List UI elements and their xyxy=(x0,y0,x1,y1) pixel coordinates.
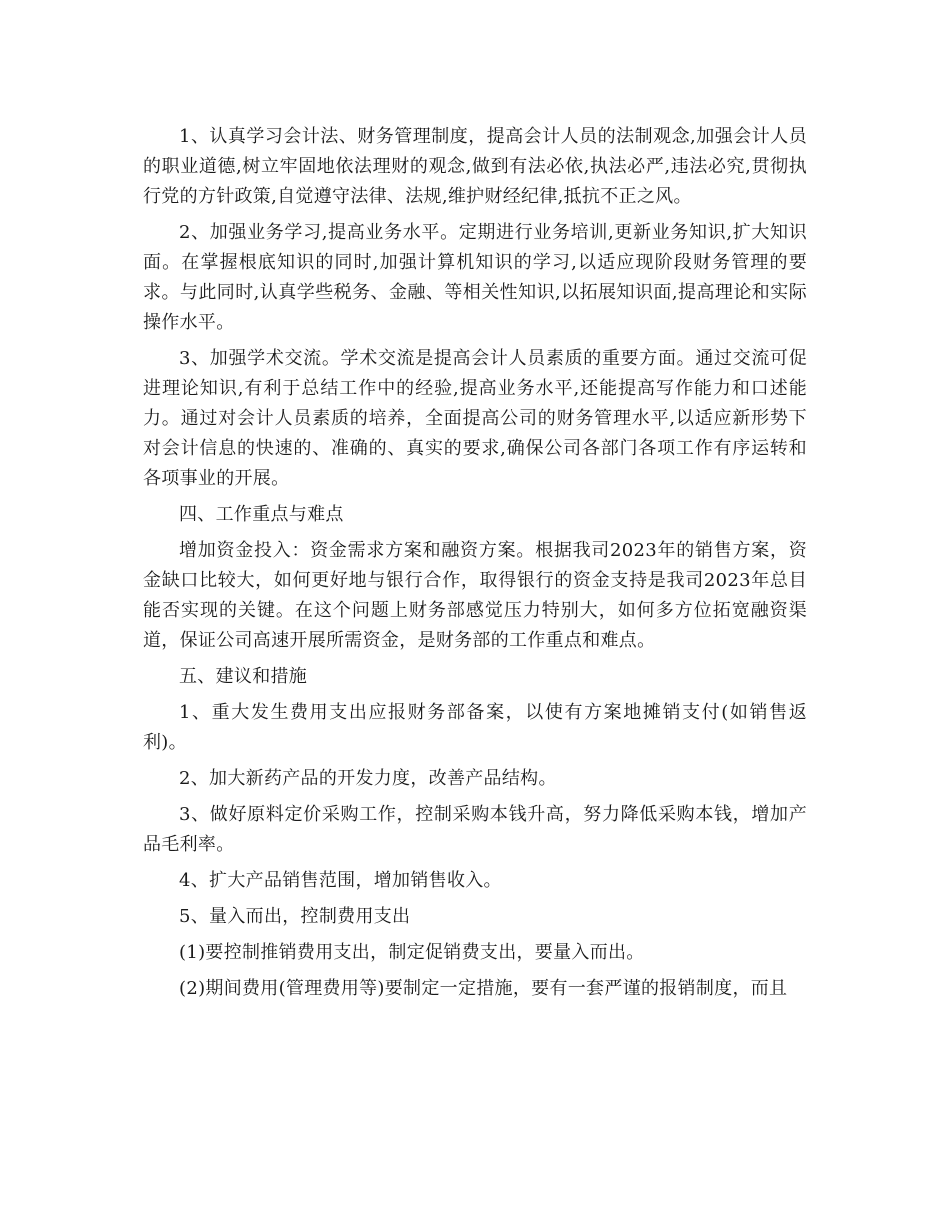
section-heading-key-points: 四、工作重点与难点 xyxy=(179,504,344,525)
section-heading-suggestions: 五、建议和措施 xyxy=(179,666,308,687)
list-item-new-drug-development: 2、加大新药产品的开发力度，改善产品结构。 xyxy=(179,768,557,789)
sub-item-period-expenses: (2)期间费用(管理费用等)要制定一定措施，要有一套严谨的报销制度，而且 xyxy=(179,978,788,999)
sub-item-promotion-costs: (1)要控制推销费用支出，制定促销费支出，要量入而出。 xyxy=(179,942,645,963)
list-item-control-expenses: 5、量入而出，控制费用支出 xyxy=(179,906,411,927)
list-item-major-expenses: 1、重大发生费用支出应报财务部备案，以使有方案地摊销支付(如销售返利)。 xyxy=(143,702,807,753)
paragraph-academic-exchange: 3、加强学术交流。学术交流是提高会计人员素质的重要方面。通过交流可促进理论知识,有利于总结工作中的经验,提高业务水平,还能提高写作能力和口述能力。通过对会计人员素质的培养，全面提高公司的财务管理水平,以适应新形势下对会计信息的快速的、准确的、真实的要求,确保公司各部门各项工作有序运转和各项事业的开展。 xyxy=(143,348,807,489)
list-item-expand-sales: 4、扩大产品销售范围，增加销售收入。 xyxy=(179,870,502,891)
paragraph-capital-investment: 增加资金投入：资金需求方案和融资方案。根据我司2023年的销售方案，资金缺口比较大，如何更好地与银行合作，取得银行的资金支持是我司2023年总目能否实现的关键。在这个问题上财务部感觉压力特别大，如何多方位拓宽融资渠道，保证公司高速开展所需资金，是财务部的工作重点和难点。 xyxy=(143,540,807,651)
list-item-procurement: 3、做好原料定价采购工作，控制采购本钱升高，努力降低采购本钱，增加产品毛利率。 xyxy=(143,804,807,855)
paragraph-business-study: 2、加强业务学习,提高业务水平。定期进行业务培训,更新业务知识,扩大知识面。在掌握根底知识的同时,加强计算机知识的学习,以适应现阶段财务管理的要求。与此同时,认真学些税务、金融、等相关性知识,以拓展知识面,提高理论和实际操作水平。 xyxy=(143,222,807,333)
paragraph-study-accounting-law: 1、认真学习会计法、财务管理制度，提高会计人员的法制观念,加强会计人员的职业道德,树立牢固地依法理财的观念,做到有法必依,执法必严,违法必究,贯彻执行党的方针政策,自觉遵守法律、法规,维护财经纪律,抵抗不正之风。 xyxy=(143,126,807,207)
document-page xyxy=(143,122,807,1010)
